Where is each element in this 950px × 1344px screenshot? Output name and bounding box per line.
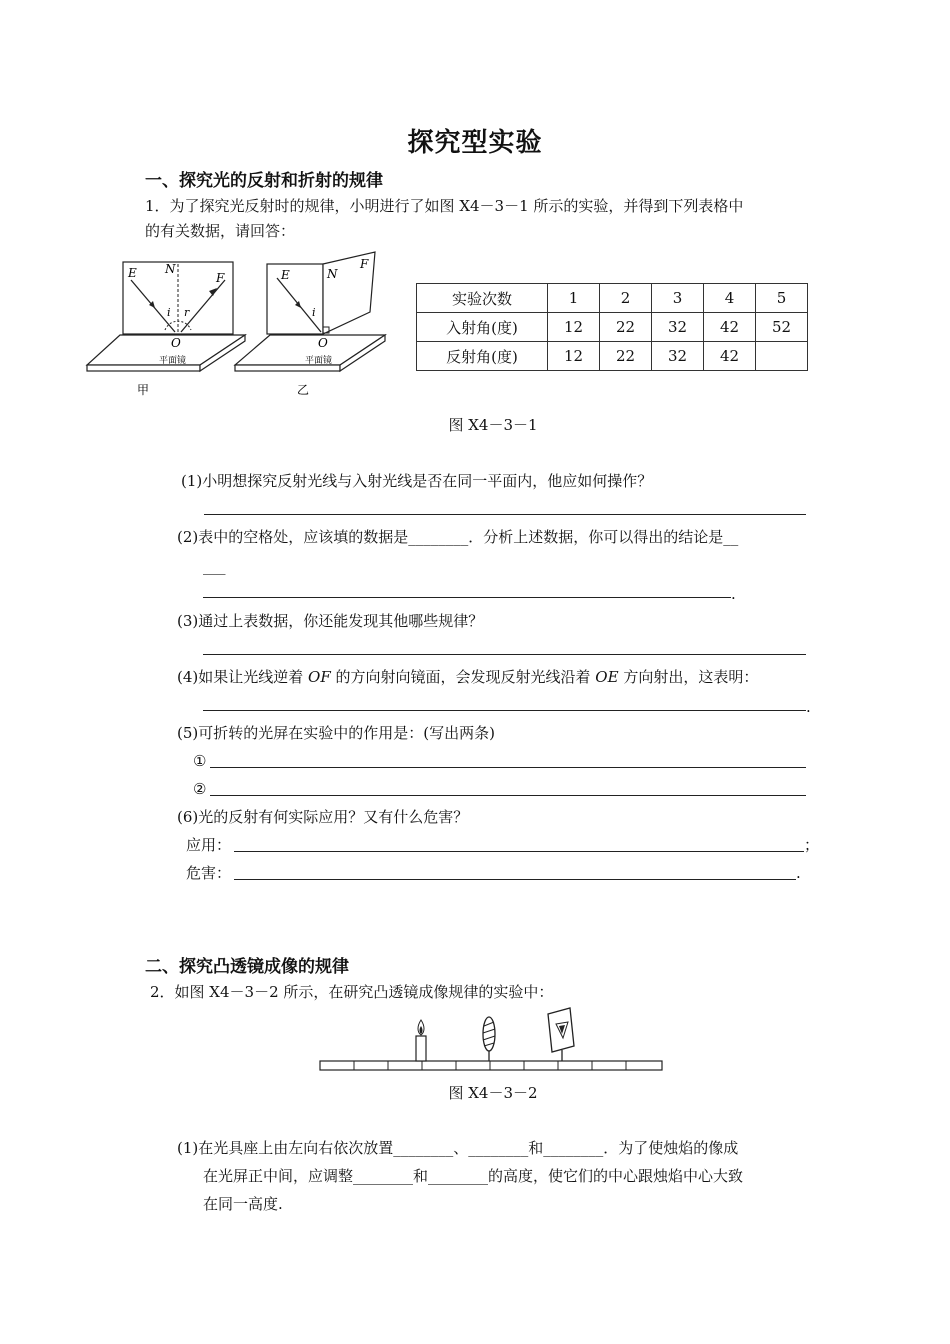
- label-o-2: O: [318, 336, 328, 350]
- optical-bench-figure: [316, 1006, 666, 1076]
- q1-intro-line1: 1．为了探究光反射时的规律，小明进行了如图 X4－3－1 所示的实验，并得到下列表格中: [145, 197, 744, 215]
- table-cell: 22: [600, 313, 652, 342]
- table-cell: 52: [756, 313, 808, 342]
- q1-sub5-mark1: ①: [193, 752, 207, 770]
- light-screen-icon: [548, 1008, 574, 1061]
- table-cell: 42: [704, 313, 756, 342]
- figure-jia: [87, 262, 245, 397]
- table-row: [417, 342, 808, 371]
- q1-sub6-harm: 危害：: [186, 864, 232, 882]
- label-i: i: [167, 306, 171, 319]
- page-title: 探究型实验: [407, 128, 543, 158]
- label-n-2: N: [327, 267, 338, 281]
- answer-line-1[interactable]: [204, 514, 806, 515]
- label-f-2: F: [360, 257, 369, 271]
- answer-line-6a[interactable]: [234, 851, 804, 852]
- figure-yi: [235, 252, 385, 397]
- label-e-2: E: [281, 268, 290, 282]
- q1-sub2-line1: (2)表中的空格处，应该填的数据是________．分析上述数据，你可以得出的结论是__: [177, 528, 739, 546]
- candle-icon: [416, 1020, 426, 1061]
- semicolon-6: ；: [804, 836, 820, 854]
- q2-sub1-line1: (1)在光具座上由左向右依次放置________、________和________．为了使烛焰的像成: [177, 1139, 739, 1157]
- q1-sub2-line2: ___: [203, 557, 226, 575]
- table-cell: 32: [652, 342, 704, 371]
- label-yi: 乙: [297, 383, 310, 397]
- table-cell: 3: [652, 284, 704, 313]
- table-cell: 4: [704, 284, 756, 313]
- table-cell: 32: [652, 313, 704, 342]
- figure-caption-2: 图 X4－3－2: [448, 1084, 538, 1102]
- period-4: .: [806, 698, 811, 716]
- q1-sub1: (1)小明想探究反射光线与入射光线是否在同一平面内，他应如何操作？: [181, 472, 653, 490]
- label-e: E: [128, 266, 137, 280]
- table-cell: 5: [756, 284, 808, 313]
- label-mirror-2: 平面镜: [305, 356, 333, 366]
- convex-lens-icon: [483, 1017, 495, 1061]
- answer-line-5b[interactable]: [210, 795, 806, 796]
- table-row: [417, 284, 808, 313]
- label-n: N: [165, 262, 176, 276]
- q1-sub4-c: 方向射出，这表明：: [618, 668, 759, 686]
- answer-line-4[interactable]: [203, 710, 806, 711]
- table-cell: 12: [548, 313, 600, 342]
- period-2: .: [731, 585, 736, 603]
- q1-sub4-b: 的方向射向镜面，会发现反射光线沿着: [330, 668, 596, 686]
- label-r: r: [184, 306, 190, 319]
- table-cell: 实验次数: [417, 284, 548, 313]
- q2-sub1-line2: 在光屏正中间，应调整________和________的高度，使它们的中心跟烛焰中心大致: [203, 1167, 744, 1185]
- q1-sub5-mark2: ②: [193, 780, 207, 798]
- q1-intro-line2: 的有关数据，请回答：: [145, 222, 296, 240]
- table-cell: 42: [704, 342, 756, 371]
- q1-sub4: [177, 666, 758, 688]
- q1-sub3: (3)通过上表数据，你还能发现其他哪些规律？: [177, 612, 484, 630]
- label-jia: 甲: [137, 383, 150, 397]
- table-cell: 1: [548, 284, 600, 313]
- answer-line-2[interactable]: [203, 597, 731, 598]
- label-i-2: i: [312, 306, 316, 319]
- table-cell: 2: [600, 284, 652, 313]
- q1-sub4-a: (4)如果让光线逆着: [177, 668, 309, 686]
- label-f: F: [216, 271, 225, 285]
- table-cell-blank[interactable]: [756, 342, 808, 371]
- answer-line-5a[interactable]: [210, 767, 806, 768]
- q1-sub5: (5)可折转的光屏在实验中的作用是：(写出两条): [177, 724, 495, 742]
- q2-sub1-line3: 在同一高度.: [203, 1195, 283, 1213]
- data-table: [416, 283, 808, 371]
- label-mirror: 平面镜: [159, 356, 187, 366]
- table-cell: 22: [600, 342, 652, 371]
- table-cell: 12: [548, 342, 600, 371]
- label-o: O: [171, 336, 181, 350]
- q2-intro: 2．如图 X4－3－2 所示，在研究凸透镜成像规律的实验中：: [150, 983, 554, 1001]
- table-row: [417, 313, 808, 342]
- answer-line-6b[interactable]: [234, 879, 796, 880]
- table-cell: 反射角(度): [417, 342, 548, 371]
- reflection-figure: [85, 250, 410, 400]
- section-1-heading: 一、探究光的反射和折射的规律: [145, 171, 383, 191]
- q1-sub6: (6)光的反射有何实际应用？又有什么危害？: [177, 808, 469, 826]
- figure-caption-1: 图 X4－3－1: [448, 416, 538, 434]
- table-cell: 入射角(度): [417, 313, 548, 342]
- answer-line-3[interactable]: [203, 654, 806, 655]
- q1-sub4-oe: OE: [595, 668, 619, 686]
- q1-sub4-of: OF: [308, 668, 331, 686]
- period-6: .: [796, 864, 801, 882]
- section-2-heading: 二、探究凸透镜成像的规律: [145, 957, 349, 977]
- q1-sub6-app: 应用：: [186, 836, 232, 854]
